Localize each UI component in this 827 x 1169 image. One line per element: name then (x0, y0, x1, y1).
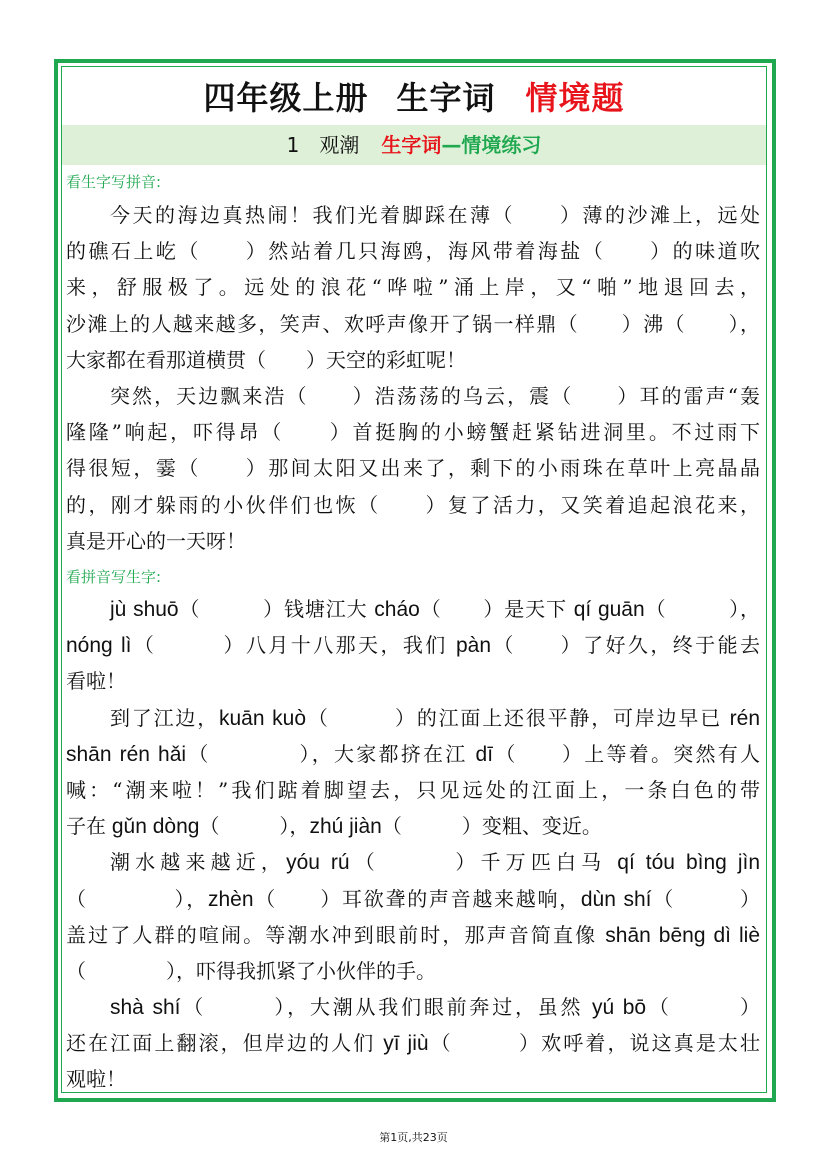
text-line: shān rén hǎi（ ），大家都挤在江 dī（ ）上等着。突然有人 (66, 741, 760, 766)
text-line: 盖过了人群的喧闹。等潮水冲到眼前时，那声音简直像 shān bēng dì liè (66, 922, 760, 947)
text-line: 得很短，霎（ ）那间太阳又出来了，剩下的小雨珠在草叶上亮晶晶 (66, 456, 760, 481)
text-line: （ ），zhèn（ ）耳欲聋的声音越来越响，dùn shí（ ） (66, 886, 761, 911)
subtitle-red: 生字词 (381, 133, 442, 157)
text-line: 隆隆”响起，吓得昂（ ）首挺胸的小螃蟹赶紧钻进洞里。不过雨下 (66, 420, 760, 445)
text-line: nóng lì（ ）八月十八那天，我们 pàn（ ）了好久，终于能去 (66, 633, 761, 658)
subtitle-green: —情境练习 (441, 133, 542, 157)
text-line: 还在江面上翻滚，但岸边的人们 yī jiù（ ）欢呼着，说这真是太壮 (66, 1031, 761, 1056)
text-line: 真是开心的一天呀！ (66, 528, 246, 553)
section-write-characters (66, 591, 760, 1098)
text-line: 到了江边，kuān kuò（ ）的江面上还很平静，可岸边早已 rén (110, 705, 761, 730)
text-line: 突然，天边飘来浩（ ）浩荡荡的乌云，震（ ）耳的雷声“轰 (110, 383, 760, 408)
lesson-subtitle (62, 125, 766, 165)
lesson-name: 1 观潮 (286, 133, 360, 157)
text-line: jù shuō（ ）钱塘江大 cháo（ ）是天下 qí guān（ ）， (110, 597, 761, 621)
text-line: 的礁石上屹（ ）然站着几只海鸥，海风带着海盐（ ）的味道吹 (66, 239, 760, 264)
page-title (62, 72, 766, 124)
title-scenario: 情境题 (525, 79, 625, 117)
text-line: 的，刚才躲雨的小伙伴们也恢（ ）复了活力，又笑着追起浪花来， (66, 492, 760, 517)
page-number: 第1页,共23页 (379, 1131, 448, 1144)
text-line: shà shí（ ），大潮从我们眼前奔过，虽然 yú bō（ ） (110, 995, 761, 1020)
text-line: 来，舒服极了。远处的浪花“哗啦”涌上岸，又“啪”地退回去， (66, 275, 760, 300)
section-heading-write-characters: 看拼音写生字: (66, 568, 162, 586)
text-line: 沙滩上的人越来越多，笑声、欢呼声像开了锅一样鼎（ ）沸（ ）， (66, 311, 760, 336)
title-vocab: 生字词 (396, 79, 496, 117)
text-line: （ ），吓得我抓紧了小伙伴的手。 (66, 958, 436, 983)
text-line: 今天的海边真热闹！我们光着脚踩在薄（ ）薄的沙滩上，远处 (110, 203, 760, 227)
text-line: 大家都在看那道横贯（ ）天空的彩虹呢！ (66, 347, 466, 372)
section-write-pinyin (66, 197, 760, 559)
section-heading-write-pinyin: 看生字写拼音: (66, 173, 162, 191)
text-line: 看啦！ (66, 669, 126, 694)
text-line: 喊：“潮来啦！”我们踮着脚望去，只见远处的江面上，一条白色的带 (66, 777, 760, 802)
text-line: 潮水越来越近，yóu rú（ ）千万匹白马 qí tóu bìng jìn (110, 850, 761, 875)
text-line: 子在 gǔn dòng（ ），zhú jiàn（ ）变粗、变近。 (66, 814, 602, 839)
title-grade: 四年级上册 (203, 79, 369, 117)
text-line: 观啦！ (66, 1067, 126, 1092)
